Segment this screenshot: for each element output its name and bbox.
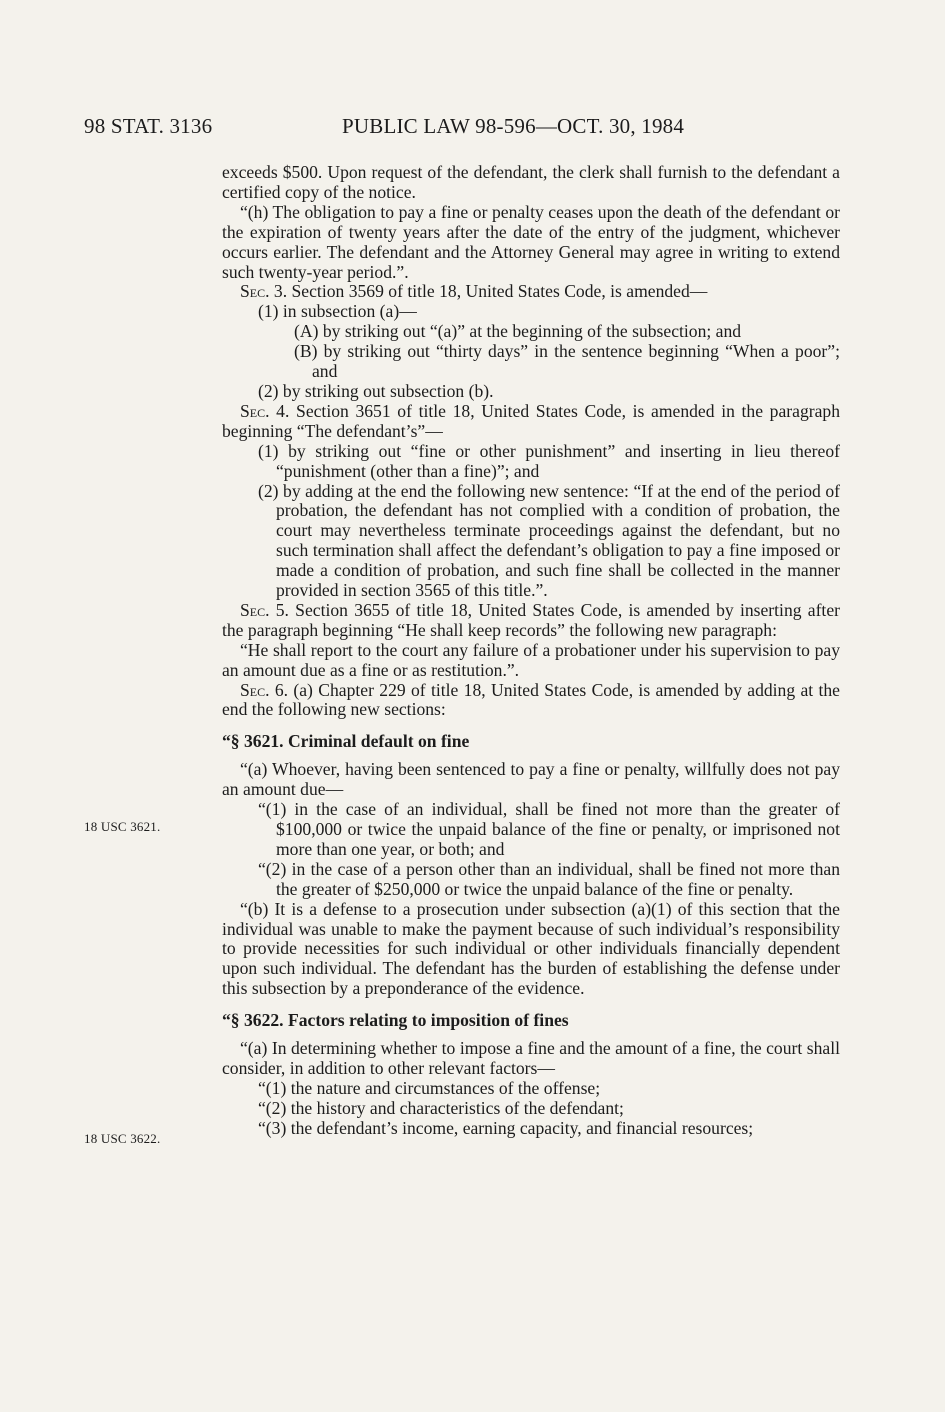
section-text: 4. Section 3651 of title 18, United States Code, is amended in the paragraph beginning “The defendant’s”—	[222, 400, 840, 441]
list-item: (1) by striking out “fine or other punishment” and inserting in lieu thereof “punishment (other than a fine)”; and	[258, 440, 840, 481]
margin-note-3622: 18 USC 3622.	[84, 1131, 161, 1146]
paragraph: exceeds $500. Upon request of the defendant, the clerk shall furnish to the defendant a certified copy of the notice.	[222, 162, 840, 202]
section-label: Sec.	[240, 599, 270, 620]
list-item: (2) by striking out subsection (b).	[258, 380, 494, 401]
list-item: “(2) the history and characteristics of the defendant;	[258, 1097, 624, 1118]
section-heading-3622: “§ 3622. Factors relating to imposition of fines	[222, 1010, 569, 1031]
paragraph: “(a) Whoever, having been sentenced to pay a fine or penalty, willfully does not pay an amount due—	[222, 759, 840, 800]
stat-page-number: 98 STAT. 3136	[84, 114, 213, 138]
law-title-date: PUBLIC LAW 98-596—OCT. 30, 1984	[342, 114, 685, 138]
section-text: 5. Section 3655 of title 18, United States Code, is amended by inserting after the paragraph beginning “He shall keep records” the following new paragraph:	[222, 599, 840, 640]
paragraph: “(b) It is a defense to a prosecution under subsection (a)(1) of this section that the individual was unable to make the payment because of such individual’s responsibility to provide necessities for such individual or other individuals financially dependent upon such individual. The defendant has the burden of establishing the defense under this subsection by a preponderance of the evidence.	[222, 898, 840, 999]
list-item: “(3) the defendant’s income, earning capacity, and financial resources;	[258, 1117, 754, 1138]
section-5	[222, 601, 840, 641]
paragraph: “(h) The obligation to pay a fine or penalty ceases upon the death of the defendant or the expiration of twenty years after the date of the entry of the judgment, whichever occurs earlier. The defendant and the Attorney General may agree in writing to extend such twenty-year period.”.	[222, 201, 840, 282]
paragraph: “(a) In determining whether to impose a fine and the amount of a fine, the court shall consider, in addition to other relevant factors—	[222, 1038, 840, 1078]
section-heading-3621: “§ 3621. Criminal default on fine	[222, 731, 470, 752]
list-item: (1) in subsection (a)—	[258, 301, 417, 322]
section-label: Sec.	[240, 679, 270, 700]
list-item: “(2) in the case of a person other than an individual, shall be fined not more than the greater of $250,000 or twice the unpaid balance of the fine or penalty.	[258, 858, 840, 899]
section-label: Sec.	[240, 281, 270, 302]
quoted-paragraph: “He shall report to the court any failure of a probationer under his supervision to pay an amount due as a fine or as restitution.”.	[222, 639, 840, 680]
margin-note-3621: 18 USC 3621.	[84, 819, 161, 834]
list-item: (A) by striking out “(a)” at the beginning of the subsection; and	[294, 321, 742, 342]
section-text: 3. Section 3569 of title 18, United States Code, is amended—	[269, 281, 708, 302]
list-item: “(1) the nature and circumstances of the offense;	[258, 1077, 601, 1098]
section-text: 6. (a) Chapter 229 of title 18, United States Code, is amended by adding at the end the following new sections:	[222, 679, 840, 720]
section-4	[222, 402, 840, 442]
list-item: (B) by striking out “thirty days” in the sentence beginning “When a poor”; and	[294, 341, 840, 382]
section-6	[222, 681, 840, 721]
document-body	[222, 163, 840, 1139]
section-label: Sec.	[240, 400, 270, 421]
list-item: (2) by adding at the end the following new sentence: “If at the end of the period of probation, the defendant has not complied with a condition of probation, the court may nevertheless terminate proceedings against the defendant, but no such termination shall affect the defendant’s obligation to pay a fine imposed or made a condition of probation, and such fine shall be collected in the manner provided in section 3565 of this title.”.	[258, 480, 840, 601]
section-3	[222, 282, 840, 302]
list-item: “(1) in the case of an individual, shall be fined not more than the greater of $100,000 or twice the unpaid balance of the fine or penalty, or imprisoned not more than one year, or both; and	[258, 799, 840, 859]
